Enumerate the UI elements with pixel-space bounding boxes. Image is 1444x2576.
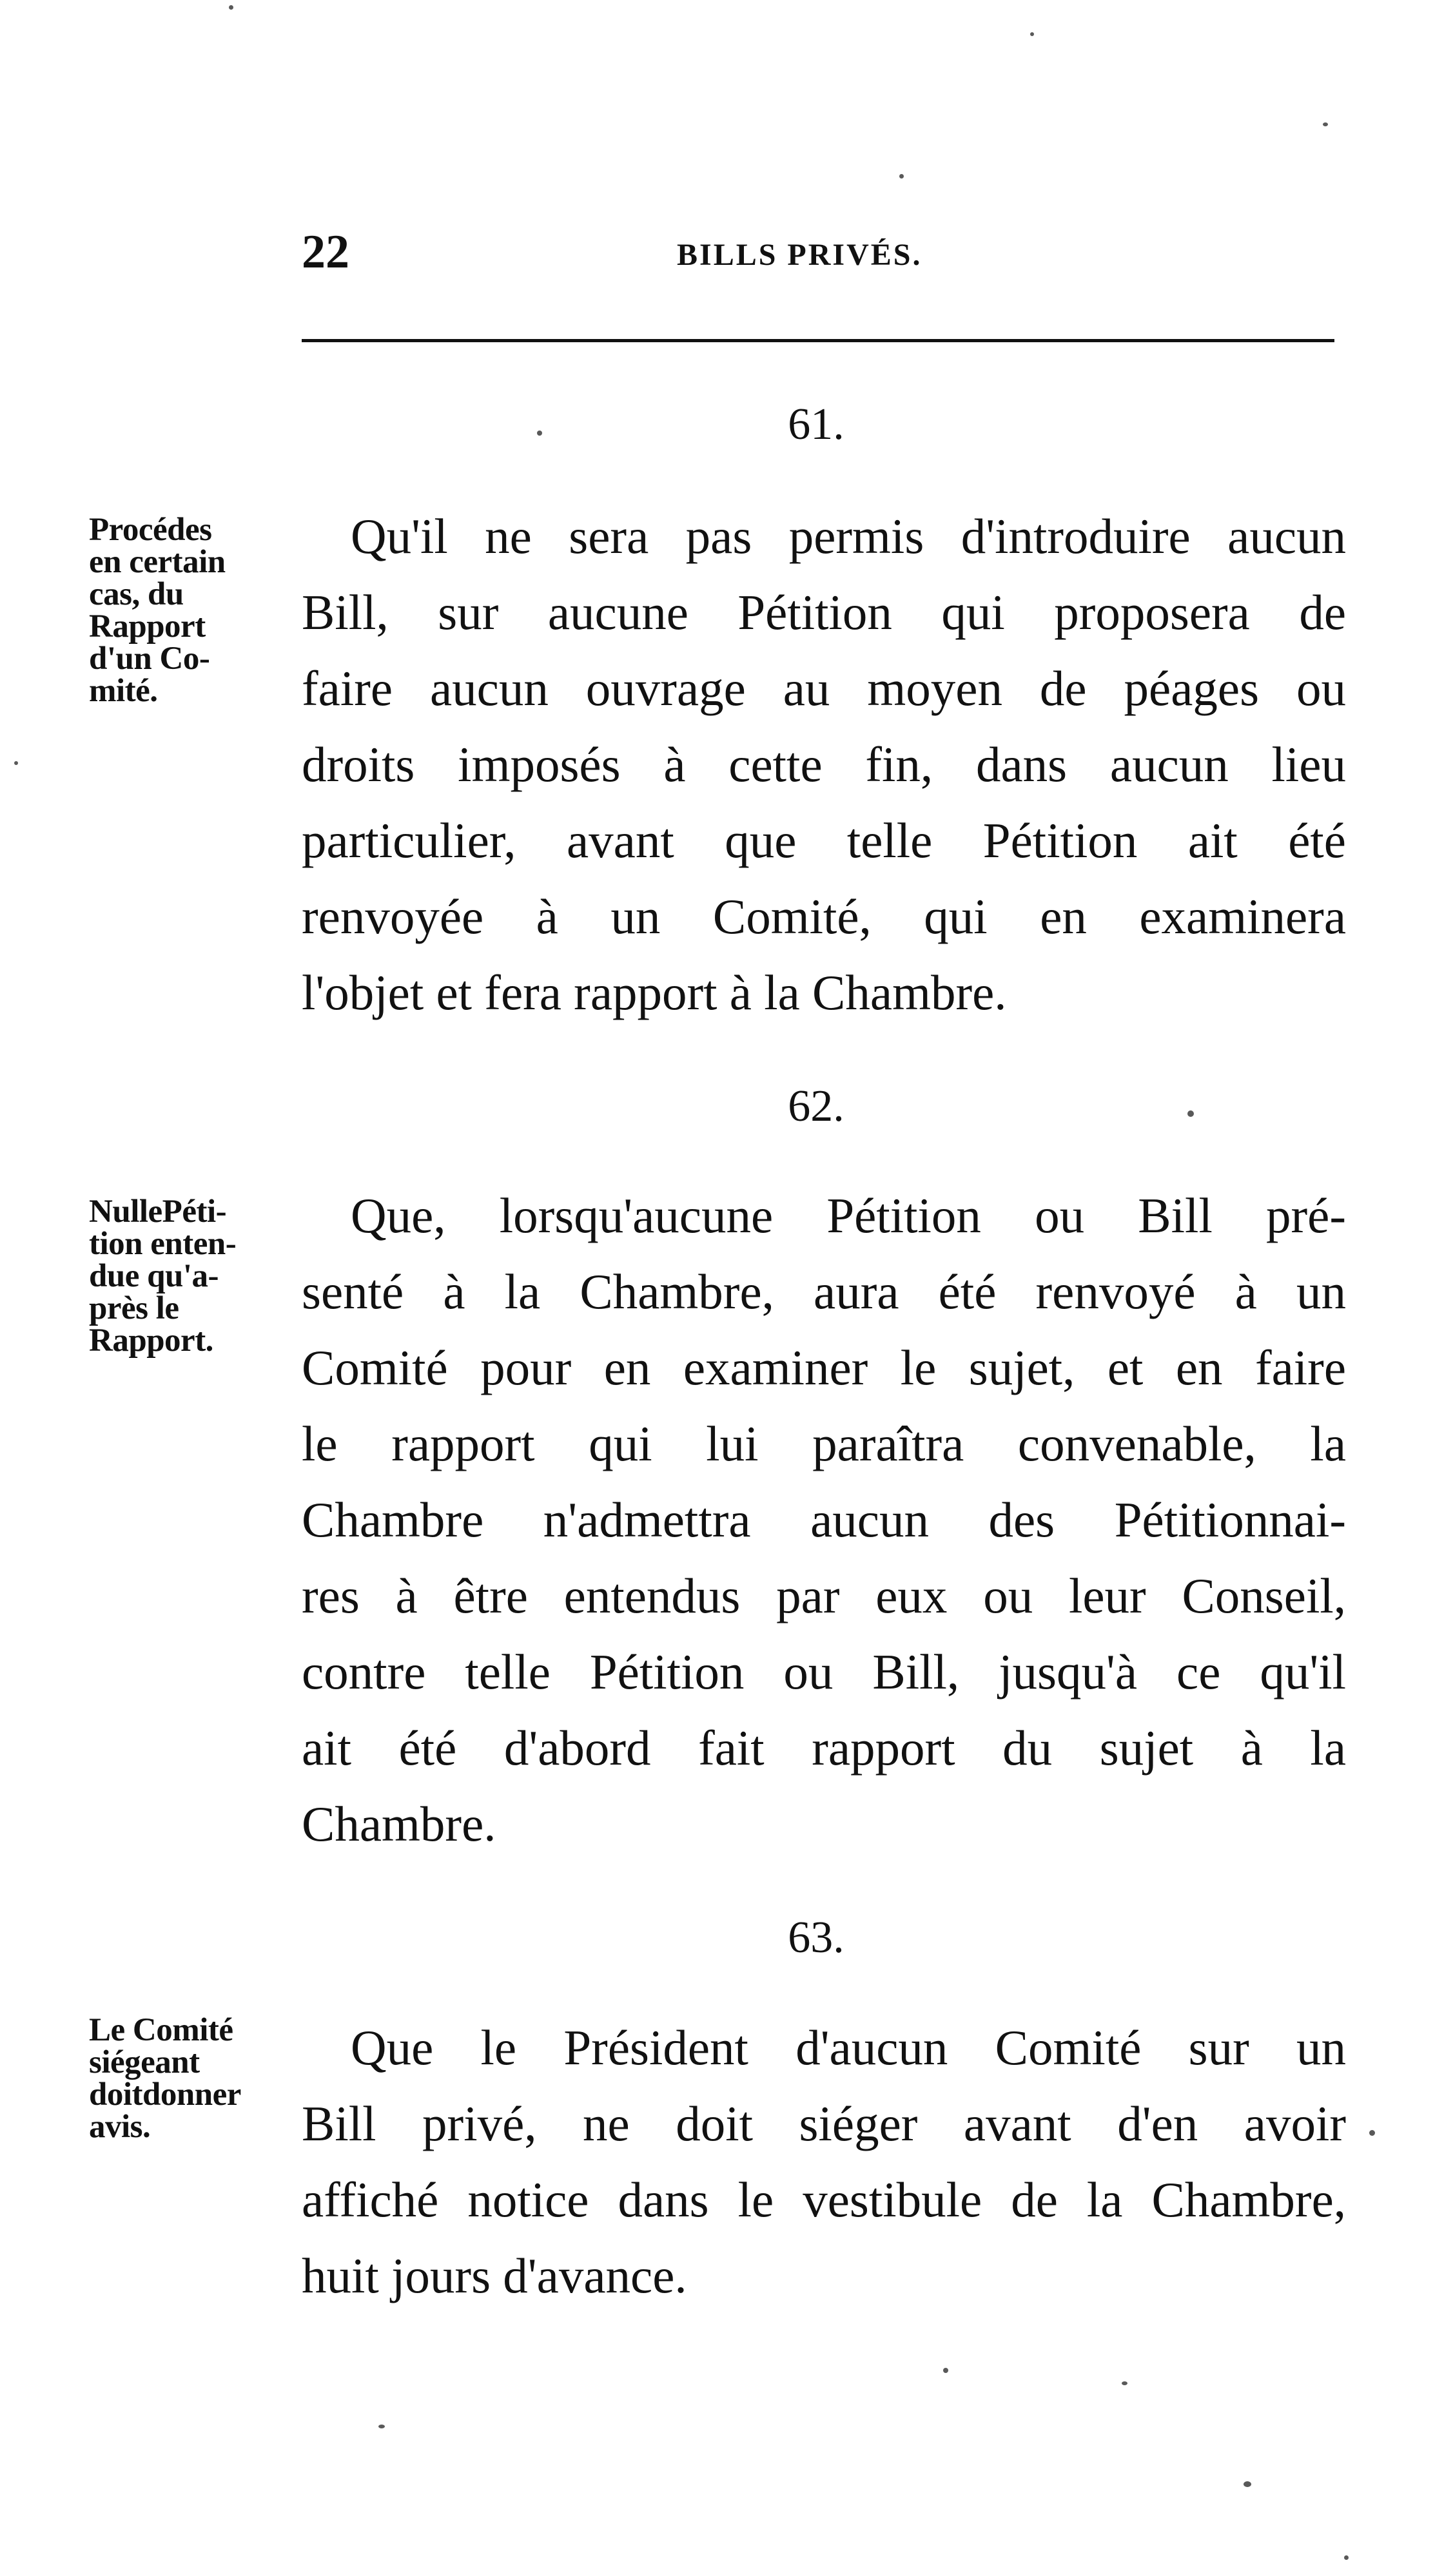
paragraph-62: [302, 1177, 1346, 1862]
sidenote-line: cas, du: [89, 576, 184, 612]
scan-speck: [1344, 2555, 1349, 2560]
scan-speck: [1187, 1110, 1194, 1117]
text-line: le rapport qui lui paraîtra convenable, la: [302, 1416, 1346, 1471]
scan-speck: [1244, 2481, 1251, 2487]
paragraph-61: [302, 498, 1346, 1031]
page-number: 22: [302, 226, 349, 278]
scan-speck: [229, 5, 233, 10]
text-line: senté à la Chambre, aura été renvoyé à un: [302, 1264, 1346, 1319]
paragraph-63: [302, 2009, 1346, 2314]
scan-speck: [943, 2368, 948, 2373]
scan-speck: [1122, 2381, 1127, 2385]
text-line: huit jours d'avance.: [302, 2248, 687, 2303]
sidenote-line: doitdonner: [89, 2077, 241, 2113]
text-line: Chambre n'admettra aucun des Pétitionnai-: [302, 1492, 1346, 1547]
text-line: droits imposés à cette fin, dans aucun lieu: [302, 737, 1346, 792]
sidenote-line: NullePéti-: [89, 1194, 227, 1230]
text-line: Chambre.: [302, 1796, 496, 1852]
text-line: particulier, avant que telle Pétition ait été: [302, 813, 1346, 868]
scan-speck: [14, 761, 18, 765]
scan-speck: [1030, 32, 1034, 36]
sidenote-line: en certain: [89, 544, 226, 580]
header-rule: [302, 339, 1334, 342]
text-line: renvoyée à un Comité, qui en examinera: [302, 889, 1346, 944]
text-line: affiché notice dans le vestibule de la Chambre,: [302, 2172, 1346, 2227]
sidenote-line: siégeant: [89, 2044, 200, 2080]
running-head: [302, 223, 1346, 287]
scan-speck: [537, 431, 542, 436]
sidenote-line: près le: [89, 1290, 179, 1326]
sidenote-line: Le Comité: [89, 2012, 233, 2048]
sidenote-line: Rapport.: [89, 1322, 213, 1359]
sidenote-line: Procédes: [89, 512, 212, 548]
section-number-61: 61.: [788, 400, 844, 449]
text-line: Que, lorsqu'aucune Pétition ou Bill pré-: [351, 1188, 1346, 1243]
sidenote-63: [89, 2014, 302, 2143]
sidenote-line: tion enten-: [89, 1226, 237, 1262]
text-line: Qu'il ne sera pas permis d'introduire aucun: [351, 508, 1346, 564]
scan-speck: [899, 174, 904, 179]
text-line: Comité pour en examiner le sujet, et en faire: [302, 1340, 1346, 1395]
text-line: contre telle Pétition ou Bill, jusqu'à ce qu'il: [302, 1644, 1346, 1700]
sidenote-61: [89, 514, 302, 707]
text-line: ait été d'abord fait rapport du sujet à la: [302, 1720, 1346, 1776]
sidenote-line: mité.: [89, 673, 158, 709]
text-line: l'objet et fera rapport à la Chambre.: [302, 965, 1007, 1020]
text-line: faire aucun ouvrage au moyen de péages ou: [302, 661, 1346, 716]
sidenote-line: due qu'a-: [89, 1258, 219, 1294]
sidenote-line: avis.: [89, 2109, 151, 2145]
section-number-63: 63.: [788, 1913, 844, 1962]
sidenote-line: Rapport: [89, 608, 206, 644]
sidenote-line: d'un Co-: [89, 641, 210, 677]
sidenote-62: [89, 1196, 302, 1357]
scan-speck: [1369, 2130, 1375, 2136]
text-line: Que le Président d'aucun Comité sur un: [351, 2020, 1346, 2075]
section-number-62: 62.: [788, 1081, 844, 1131]
running-title: BILLS PRIVÉS.: [677, 238, 922, 272]
scan-speck: [378, 2425, 385, 2428]
text-line: Bill, sur aucune Pétition qui proposera de: [302, 585, 1346, 640]
text-line: Bill privé, ne doit siéger avant d'en avoir: [302, 2096, 1346, 2151]
text-line: res à être entendus par eux ou leur Conseil,: [302, 1568, 1346, 1623]
scan-speck: [1323, 122, 1328, 126]
